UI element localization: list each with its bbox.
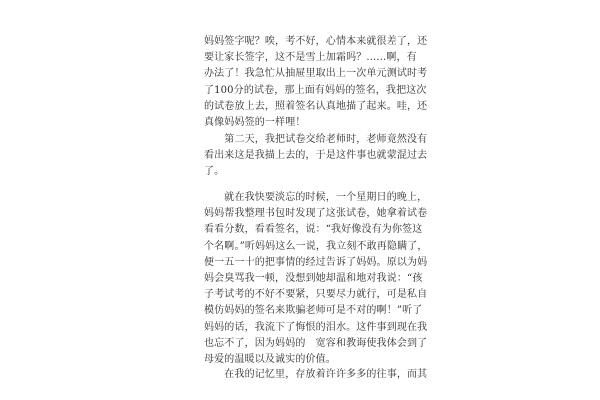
paragraph-2 — [204, 132, 428, 181]
text-line: 的试卷放上去，照着签名认真地描了起来。哇，还 — [204, 100, 428, 112]
paragraph-1 — [204, 34, 428, 131]
text-line: 妈会臭骂我一顿，没想到她却温和地对我说：“孩 — [204, 272, 423, 284]
text-line: 模仿妈妈的签名来欺骗老师可是不对的啊！”听了 — [204, 305, 423, 317]
text-line: 看看分数，看看签名，说：“我好像没有为你签这 — [204, 224, 423, 236]
text-line: 真像妈妈签的一样哩！ — [204, 116, 306, 128]
text-line: 妈妈签字呢？唉，考不好，心情本来就很差了，还 — [204, 36, 428, 47]
text-line: 子考试考的不好不要紧，只要尽力就行，可是私自 — [204, 289, 428, 301]
text-line: 个名啊。”听妈妈这么一说，我立刻不敢再隐瞒了， — [204, 240, 428, 252]
text-line: 第二天，我把试卷交给老师时，老师竟然没有 — [204, 134, 428, 145]
text-line: 看出来这是我描上去的，于是这件事也就蒙混过去 — [204, 150, 428, 162]
paragraph-4 — [204, 367, 428, 383]
text-line: 就在我快要淡忘的时候，一个星期日的晚上， — [204, 192, 428, 203]
text-line: 了。 — [204, 166, 225, 178]
text-line: 在我的记忆里，存放着许许多多的往事，而其 — [204, 369, 428, 380]
text-line: 了100分的试卷，那上面有妈妈的签名，我把这次 — [204, 84, 427, 96]
text-line: 妈妈帮我整理书包时发现了这张试卷，她拿着试卷 — [204, 208, 428, 220]
text-line: 要让家长签字，这不是雪上加霜吗？......啊，有 — [204, 52, 417, 64]
paragraph-3 — [204, 190, 428, 368]
text-line: 妈妈的话，我流下了悔恨的泪水。这件事到现在我 — [204, 321, 428, 333]
text-line: 办法了！我急忙从抽屉里取出上一次单元测试时考 — [204, 68, 428, 80]
text-line: 母爱的温暖以及诚实的价值。 — [204, 353, 336, 365]
text-line: 也忘不了，因为妈妈的 宽容和教诲使我体会到了 — [204, 337, 428, 349]
text-line: 便一五一十的把事情的经过告诉了妈妈。原以为妈 — [204, 256, 428, 268]
